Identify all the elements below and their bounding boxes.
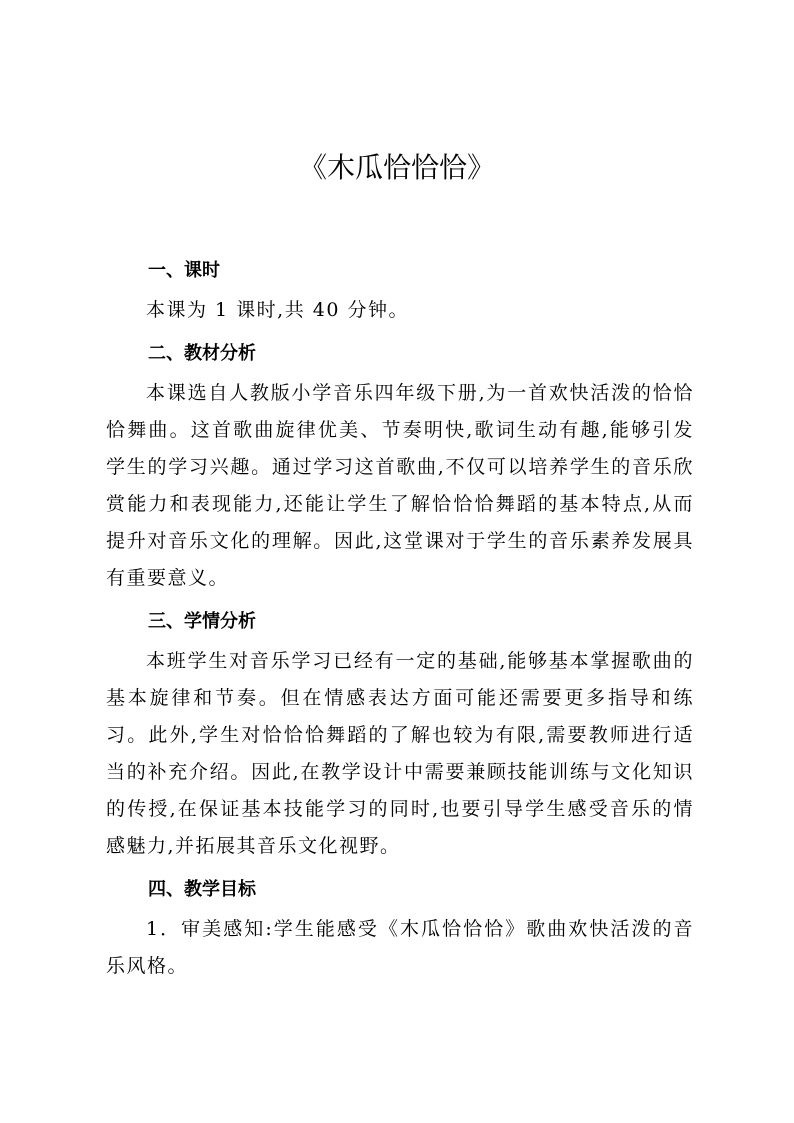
section-textbook-analysis bbox=[106, 333, 694, 597]
section-student-analysis bbox=[106, 601, 694, 865]
section-heading: 四、教学目标 bbox=[148, 879, 256, 900]
document-title: 《木瓜恰恰恰》 bbox=[298, 151, 495, 184]
section-paragraph: 本课为 1 课时,共 40 分钟。 bbox=[146, 299, 409, 321]
section-heading: 三、学情分析 bbox=[148, 611, 256, 632]
section-paragraph: 本课选自人教版小学音乐四年级下册,为一首欢快活泼的恰恰恰舞曲。这首歌曲旋律优美、节奏明快,歌词生动有趣,能够引发学生的学习兴趣。通过学习这首歌曲,不仅可以培养学生的音乐欣赏能力和表现能力,还能让学生了解恰恰恰舞蹈的基本特点,从而提升对音乐文化的理解。因此,这堂课对于学生的音乐素养发展具有重要意义。 bbox=[106, 382, 694, 589]
section-class-hours bbox=[106, 250, 694, 329]
section-paragraph: 本班学生对音乐学习已经有一定的基础,能够基本掌握歌曲的基本旋律和节奏。但在情感表达方面可能还需要更多指导和练习。此外,学生对恰恰恰舞蹈的了解也较为有限,需要教师进行适当的补充介绍。因此,在教学设计中需要兼顾技能训练与文化知识的传授,在保证基本技能学习的同时,也要引导学生感受音乐的情感魅力,并拓展其音乐文化视野。 bbox=[106, 650, 694, 857]
section-heading: 一、课时 bbox=[148, 260, 220, 281]
section-heading: 二、教材分析 bbox=[148, 343, 256, 364]
section-paragraph: 1．审美感知:学生能感受《木瓜恰恰恰》歌曲欢快活泼的音乐风格。 bbox=[106, 918, 694, 977]
section-teaching-goals bbox=[106, 869, 694, 985]
document-body bbox=[106, 250, 694, 989]
